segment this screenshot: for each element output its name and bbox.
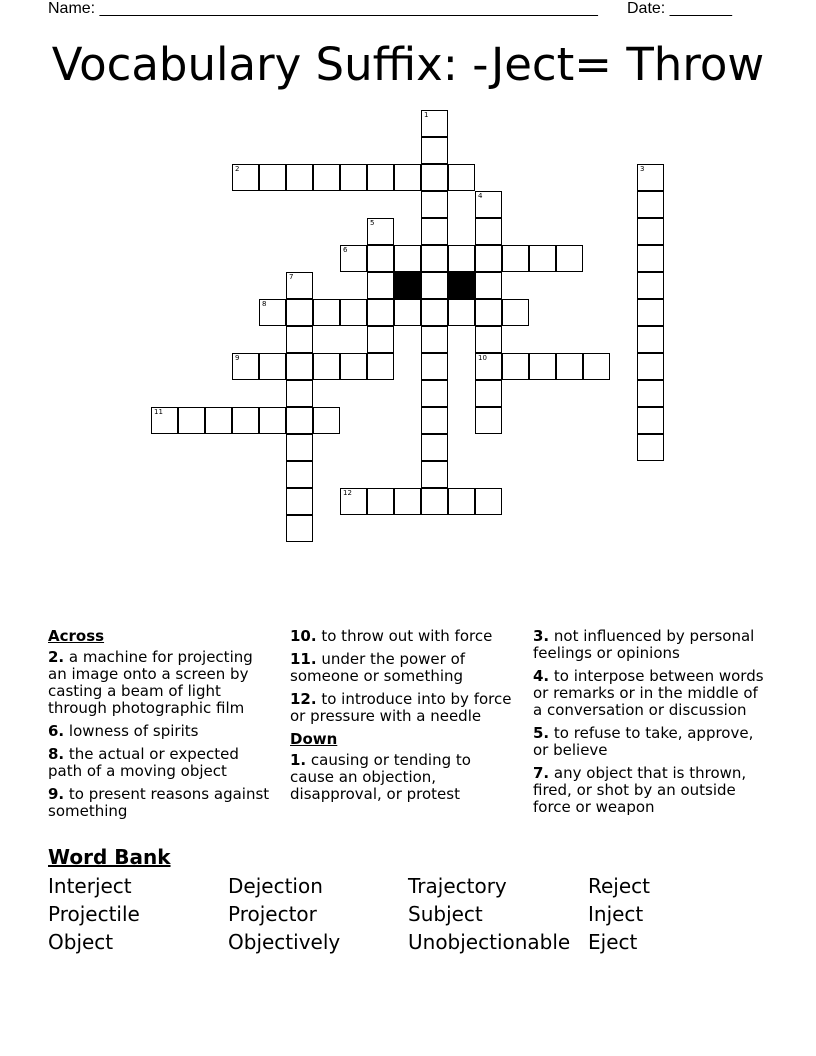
crossword-cell[interactable] [556, 245, 583, 272]
crossword-cell[interactable] [151, 407, 178, 434]
crossword-cell[interactable] [178, 407, 205, 434]
crossword-cell[interactable] [502, 299, 529, 326]
clue-number: 12 [343, 489, 352, 497]
crossword-cell[interactable] [367, 164, 394, 191]
word-bank-item: Unobjectionable [408, 930, 571, 954]
crossword-cell[interactable] [421, 137, 448, 164]
crossword-cell[interactable] [286, 515, 313, 542]
crossword-cell[interactable] [475, 380, 502, 407]
crossword-cell[interactable] [475, 326, 502, 353]
crossword-cell[interactable] [313, 407, 340, 434]
crossword-cell[interactable] [421, 353, 448, 380]
crossword-cell[interactable] [286, 407, 313, 434]
crossword-cell[interactable] [421, 245, 448, 272]
clue-number: 1 [424, 111, 429, 119]
crossword-cell[interactable] [313, 353, 340, 380]
crossword-cell[interactable] [475, 245, 502, 272]
down-heading: Down [290, 730, 338, 748]
crossword-cell[interactable] [421, 299, 448, 326]
crossword-cell[interactable] [529, 245, 556, 272]
crossword-cell[interactable] [475, 299, 502, 326]
word-bank-item: Inject [588, 902, 644, 926]
crossword-cell[interactable] [421, 326, 448, 353]
clue-across-12: 12. to introduce into by force or pressure with a needle [290, 690, 512, 725]
crossword-cell[interactable] [313, 164, 340, 191]
crossword-cell[interactable] [340, 299, 367, 326]
crossword-cell[interactable] [448, 164, 475, 191]
crossword-cell[interactable] [421, 191, 448, 218]
clue-number: 9 [235, 354, 240, 362]
crossword-cell[interactable] [637, 191, 664, 218]
crossword-cell[interactable] [340, 353, 367, 380]
crossword-cell[interactable] [286, 488, 313, 515]
crossword-cell[interactable] [232, 164, 259, 191]
crossword-cell[interactable] [637, 380, 664, 407]
crossword-cell[interactable] [232, 353, 259, 380]
crossword-cell[interactable] [259, 407, 286, 434]
crossword-cell[interactable] [448, 488, 475, 515]
clue-number: 6 [343, 246, 348, 254]
crossword-cell[interactable] [637, 164, 664, 191]
crossword-cell[interactable] [259, 164, 286, 191]
crossword-cell[interactable] [448, 299, 475, 326]
crossword-cell[interactable] [340, 488, 367, 515]
clue-across-8: 8. the actual or expected path of a moving object [48, 745, 239, 780]
crossword-cell[interactable] [286, 353, 313, 380]
crossword-black-cell [448, 272, 475, 299]
crossword-cell[interactable] [394, 245, 421, 272]
clue-number: 2 [235, 165, 240, 173]
clues-column-1 [48, 628, 276, 826]
crossword-cell[interactable] [475, 272, 502, 299]
crossword-cell[interactable] [421, 380, 448, 407]
clue-down-7: 7. any object that is thrown, fired, or shot by an outside force or weapon [533, 764, 747, 816]
crossword-cell[interactable] [637, 245, 664, 272]
crossword-cell[interactable] [421, 164, 448, 191]
crossword-cell[interactable] [394, 488, 421, 515]
page-title: Vocabulary Suffix: -Ject= Throw [51, 38, 765, 91]
crossword-cell[interactable] [583, 353, 610, 380]
crossword-cell[interactable] [421, 488, 448, 515]
clue-number: 3 [640, 165, 645, 173]
clue-number: 10 [478, 354, 487, 362]
crossword-cell[interactable] [529, 353, 556, 380]
crossword-cell[interactable] [421, 434, 448, 461]
crossword-cell[interactable] [421, 407, 448, 434]
crossword-cell[interactable] [502, 353, 529, 380]
crossword-cell[interactable] [367, 245, 394, 272]
clue-number: 8 [262, 300, 267, 308]
crossword-cell[interactable] [637, 272, 664, 299]
crossword-cell[interactable] [448, 245, 475, 272]
clues-column-3 [533, 628, 765, 822]
crossword-cell[interactable] [637, 434, 664, 461]
crossword-cell[interactable] [475, 407, 502, 434]
crossword-cell[interactable] [367, 218, 394, 245]
crossword-cell[interactable] [367, 299, 394, 326]
crossword-cell[interactable] [367, 272, 394, 299]
crossword-cell[interactable] [367, 326, 394, 353]
word-bank-item: Interject [48, 874, 132, 898]
word-bank-item: Reject [588, 874, 651, 898]
crossword-cell[interactable] [421, 272, 448, 299]
crossword-cell[interactable] [286, 272, 313, 299]
crossword-cell[interactable] [232, 407, 259, 434]
crossword-cell[interactable] [286, 461, 313, 488]
crossword-cell[interactable] [340, 245, 367, 272]
crossword-cell[interactable] [205, 407, 232, 434]
crossword-cell[interactable] [259, 299, 286, 326]
across-heading: Across [48, 627, 105, 645]
crossword-cell[interactable] [475, 191, 502, 218]
crossword-cell[interactable] [475, 488, 502, 515]
crossword-black-cell [394, 272, 421, 299]
clue-number: 11 [154, 408, 163, 416]
clue-number: 5 [370, 219, 375, 227]
word-bank-item: Projector [228, 902, 317, 926]
word-bank-item: Object [48, 930, 114, 954]
word-bank-item: Projectile [48, 902, 140, 926]
crossword-cell[interactable] [259, 353, 286, 380]
crossword-cell[interactable] [421, 461, 448, 488]
clue-down-5: 5. to refuse to take, approve, or believe [533, 724, 754, 759]
crossword-cell[interactable] [637, 218, 664, 245]
word-bank-item: Eject [588, 930, 638, 954]
crossword-cell[interactable] [313, 299, 340, 326]
word-bank-heading: Word Bank [48, 845, 171, 869]
crossword-cell[interactable] [421, 110, 448, 137]
word-bank-item: Trajectory [408, 874, 507, 898]
word-bank-item: Objectively [228, 930, 341, 954]
clue-across-11: 11. under the power of someone or something [290, 650, 466, 685]
crossword-cell[interactable] [475, 218, 502, 245]
date-field[interactable]: Date: _______ [627, 0, 732, 17]
crossword-cell[interactable] [286, 299, 313, 326]
clue-number: 7 [289, 273, 294, 281]
crossword-cell[interactable] [286, 164, 313, 191]
crossword-cell[interactable] [475, 353, 502, 380]
clue-across-6: 6. lowness of spirits [48, 722, 199, 740]
clues-column-2 [290, 628, 518, 809]
clue-down-3: 3. not influenced by personal feelings or opinions [533, 627, 755, 662]
crossword-cell[interactable] [367, 488, 394, 515]
crossword-cell[interactable] [502, 245, 529, 272]
crossword-cell[interactable] [367, 353, 394, 380]
crossword-cell[interactable] [637, 326, 664, 353]
clue-across-2: 2. a machine for projecting an image onto a screen by casting a beam of light through photographic film [48, 648, 253, 717]
crossword-cell[interactable] [637, 407, 664, 434]
crossword-cell[interactable] [421, 218, 448, 245]
crossword-cell[interactable] [286, 326, 313, 353]
crossword-cell[interactable] [286, 380, 313, 407]
clue-across-9: 9. to present reasons against something [48, 785, 270, 820]
clue-number: 4 [478, 192, 483, 200]
word-bank-item: Subject [408, 902, 483, 926]
word-bank-item: Dejection [228, 874, 323, 898]
crossword-cell[interactable] [637, 353, 664, 380]
crossword-cell[interactable] [286, 434, 313, 461]
crossword-cell[interactable] [394, 164, 421, 191]
clue-down-4: 4. to interpose between words or remarks or in the middle of a conversation or discussion [533, 667, 764, 719]
clue-across-10: 10. to throw out with force [290, 627, 493, 645]
crossword-cell[interactable] [394, 299, 421, 326]
clue-down-1: 1. causing or tending to cause an objection, disapproval, or protest [290, 751, 471, 803]
crossword-cell[interactable] [637, 299, 664, 326]
crossword-cell[interactable] [340, 164, 367, 191]
crossword-cell[interactable] [556, 353, 583, 380]
name-field[interactable]: Name: ________________________________________________________ [48, 0, 598, 17]
